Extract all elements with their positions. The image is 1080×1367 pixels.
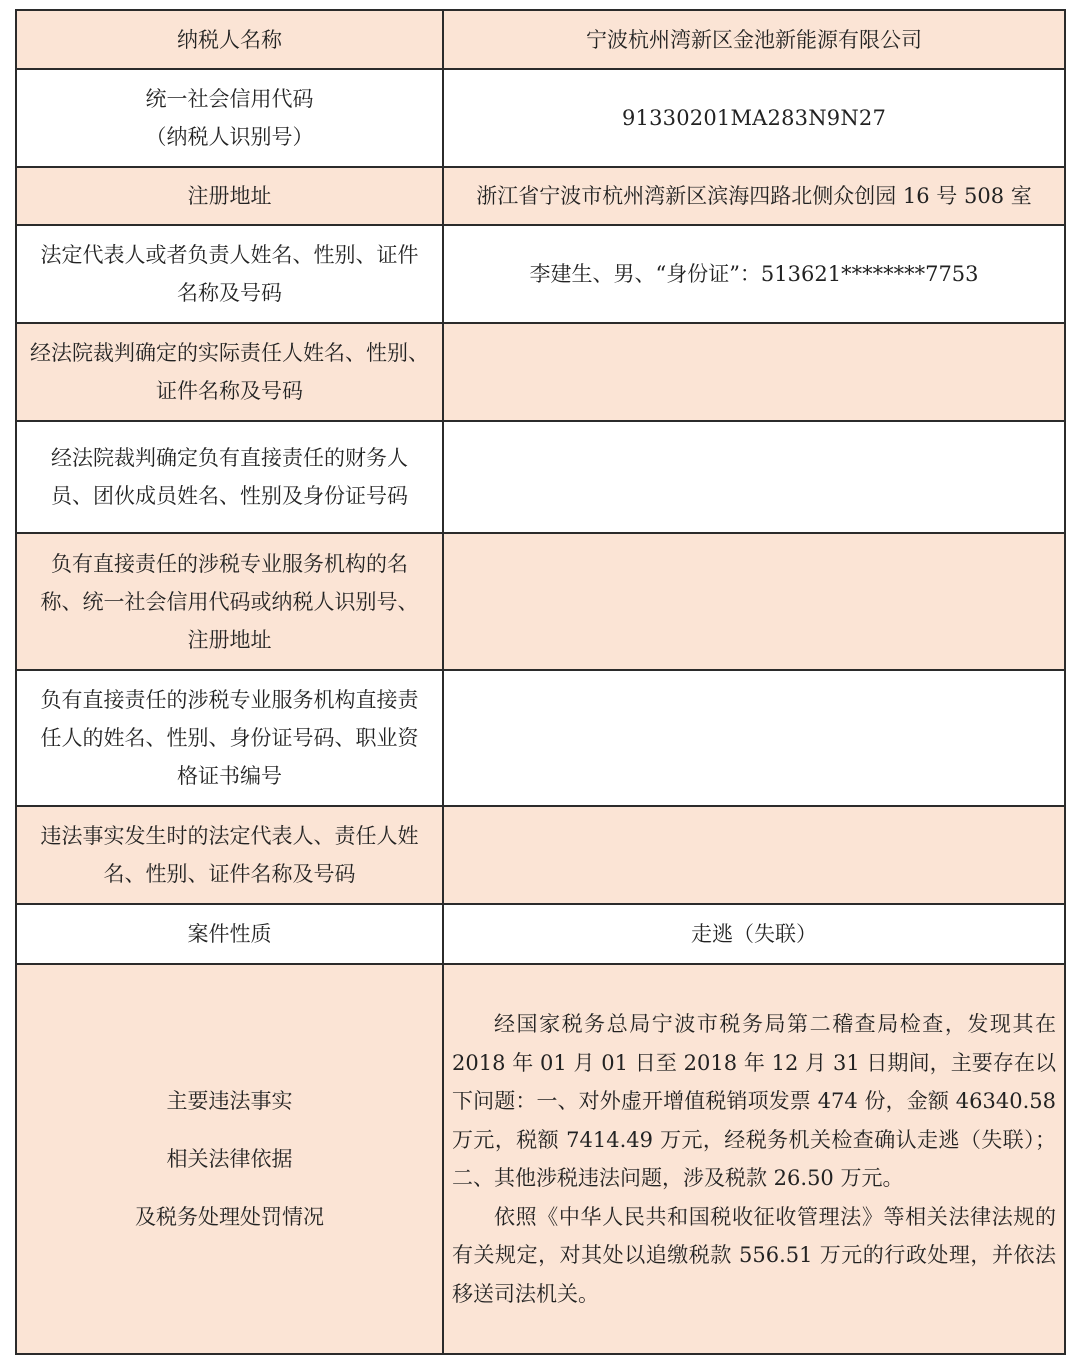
value-agency-responsible-person (443, 670, 1065, 806)
value-registered-address: 浙江省宁波市杭州湾新区滨海四路北侧众创园 16 号 508 室 (443, 167, 1065, 225)
label-credit-code (16, 69, 443, 167)
row-registered-address (16, 167, 1065, 225)
row-representative-at-violation (16, 806, 1065, 904)
row-case-nature (16, 904, 1065, 964)
label-legal-representative-line1: 法定代表人或者负责人姓名、性别、证件 (40, 243, 419, 267)
label-agency-responsible-person-line2: 任人的姓名、性别、身份证号码、职业资 (40, 726, 419, 750)
value-credit-code: 91330201MA283N9N27 (443, 69, 1065, 167)
label-case-nature: 案件性质 (16, 904, 443, 964)
value-service-agency (443, 533, 1065, 670)
label-service-agency (16, 533, 443, 670)
label-finance-staff-line1: 经法院裁判确定负有直接责任的财务人 (51, 446, 408, 470)
label-legal-representative-line2: 名称及号码 (177, 281, 282, 305)
label-violation-facts-line2: 相关法律依据 (166, 1147, 293, 1171)
label-taxpayer-name: 纳税人名称 (16, 10, 443, 69)
value-actual-responsible-person (443, 323, 1065, 421)
label-credit-code-line2: （纳税人识别号） (145, 125, 314, 149)
label-representative-at-violation (16, 806, 443, 904)
value-legal-representative: 李建生、男、“身份证”：513621********7753 (443, 225, 1065, 323)
value-case-nature: 走逃（失联） (443, 904, 1065, 964)
row-legal-representative (16, 225, 1065, 323)
label-service-agency-line3: 注册地址 (187, 627, 272, 652)
label-legal-representative (16, 225, 443, 323)
label-credit-code-line1: 统一社会信用代码 (145, 87, 314, 111)
row-violation-facts (16, 964, 1065, 1354)
label-service-agency-line1: 负有直接责任的涉税专业服务机构的名 (51, 551, 408, 576)
row-taxpayer-name (16, 10, 1065, 69)
label-violation-facts-line3: 及税务处理处罚情况 (135, 1205, 324, 1229)
label-agency-responsible-person (16, 670, 443, 806)
label-representative-at-violation-line1: 违法事实发生时的法定代表人、责任人姓 (40, 824, 419, 848)
label-finance-staff-line2: 员、团伙成员姓名、性别及身份证号码 (51, 484, 408, 508)
row-credit-code (16, 69, 1065, 167)
value-finance-staff (443, 421, 1065, 533)
label-violation-facts-line1: 主要违法事实 (166, 1089, 293, 1113)
label-actual-responsible-person-line2: 证件名称及号码 (156, 379, 303, 403)
tax-case-table (15, 9, 1066, 1355)
label-violation-facts (16, 964, 443, 1354)
facts-paragraph-2: 依照《中华人民共和国税收征收管理法》等相关法律法规的有关规定，对其处以追缴税款 556.51 万元的行政处理，并依法移送司法机关。 (452, 1204, 1056, 1306)
row-service-agency (16, 533, 1065, 670)
value-taxpayer-name: 宁波杭州湾新区金池新能源有限公司 (443, 10, 1065, 69)
row-finance-staff (16, 421, 1065, 533)
label-actual-responsible-person (16, 323, 443, 421)
label-service-agency-line2: 称、统一社会信用代码或纳税人识别号、 (40, 589, 419, 614)
value-violation-facts (443, 964, 1065, 1354)
row-agency-responsible-person (16, 670, 1065, 806)
label-actual-responsible-person-line1: 经法院裁判确定的实际责任人姓名、性别、 (30, 341, 429, 365)
label-registered-address: 注册地址 (16, 167, 443, 225)
value-representative-at-violation (443, 806, 1065, 904)
label-finance-staff (16, 421, 443, 533)
row-actual-responsible-person (16, 323, 1065, 421)
facts-paragraph-1: 经国家税务总局宁波市税务局第二稽查局检查，发现其在 2018 年 01 月 01 日至 2018 年 12 月 31 日期间，主要存在以下问题：一、对外虚开增值税销项发票 474 份，金额 46340.58 万元，税额 7414.49 万元，经税务机关检查确认走逃（失联）；二、其他涉税违法问题，涉及税款 26.50 万元。 (452, 1012, 1056, 1190)
label-representative-at-violation-line2: 名、性别、证件名称及号码 (103, 862, 356, 886)
label-agency-responsible-person-line3: 格证书编号 (177, 764, 282, 788)
label-agency-responsible-person-line1: 负有直接责任的涉税专业服务机构直接责 (40, 688, 419, 712)
